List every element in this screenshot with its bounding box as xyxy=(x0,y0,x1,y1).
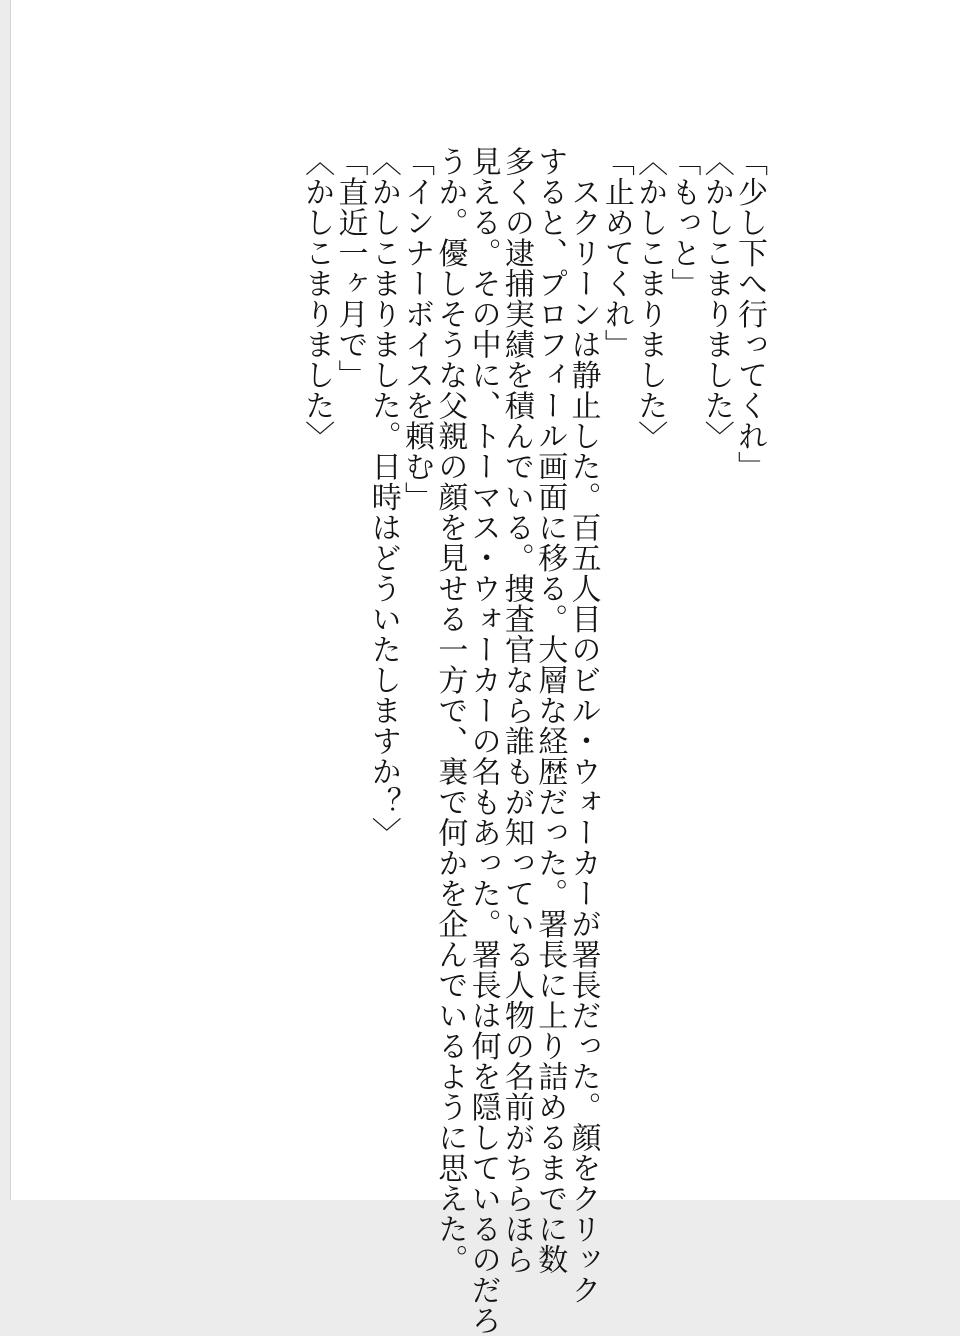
dialogue-line: 「少し下へ行ってくれ」 xyxy=(732,146,767,482)
dialogue-line: 「もっと」 xyxy=(665,146,701,299)
narrative-line: すると、プロフィール画面に移る。大層な経歴だった。署長に上り詰めるまでに数 xyxy=(532,146,568,1275)
vertical-text-body xyxy=(299,146,767,1336)
narrative-line: 見える。その中に、トーマス・ウォーカーの名もあった。署長は何を隠しているのだろ xyxy=(465,146,501,1336)
dialogue-line: 「直近一ヶ月で」 xyxy=(332,146,368,390)
dialogue-line: 〈かしこまりました〉 xyxy=(698,146,734,451)
dialogue-line: 〈かしこまりました〉 xyxy=(299,146,335,451)
dialogue-line: 「止めてくれ」 xyxy=(598,146,634,360)
dialogue-line: 〈かしこまりました〉 xyxy=(632,146,668,451)
narrative-line: 多くの逮捕実績を積んでいる。捜査官なら誰もが知っている人物の名前がちらほら xyxy=(498,146,534,1275)
document-page xyxy=(10,0,960,1336)
narrative-line: うか。優しそうな父親の顔を見せる一方で、裏で何かを企んでいるように思えた。 xyxy=(432,146,468,1275)
narrative-line: スクリーンは静止した。百五人目のビル・ウォーカーが署長だった。顔をクリック xyxy=(565,146,601,1305)
dialogue-line: 〈かしこまりました。日時はどういたしますか？〉 xyxy=(365,146,401,848)
dialogue-line: 「インナーボイスを頼む」 xyxy=(399,146,435,512)
